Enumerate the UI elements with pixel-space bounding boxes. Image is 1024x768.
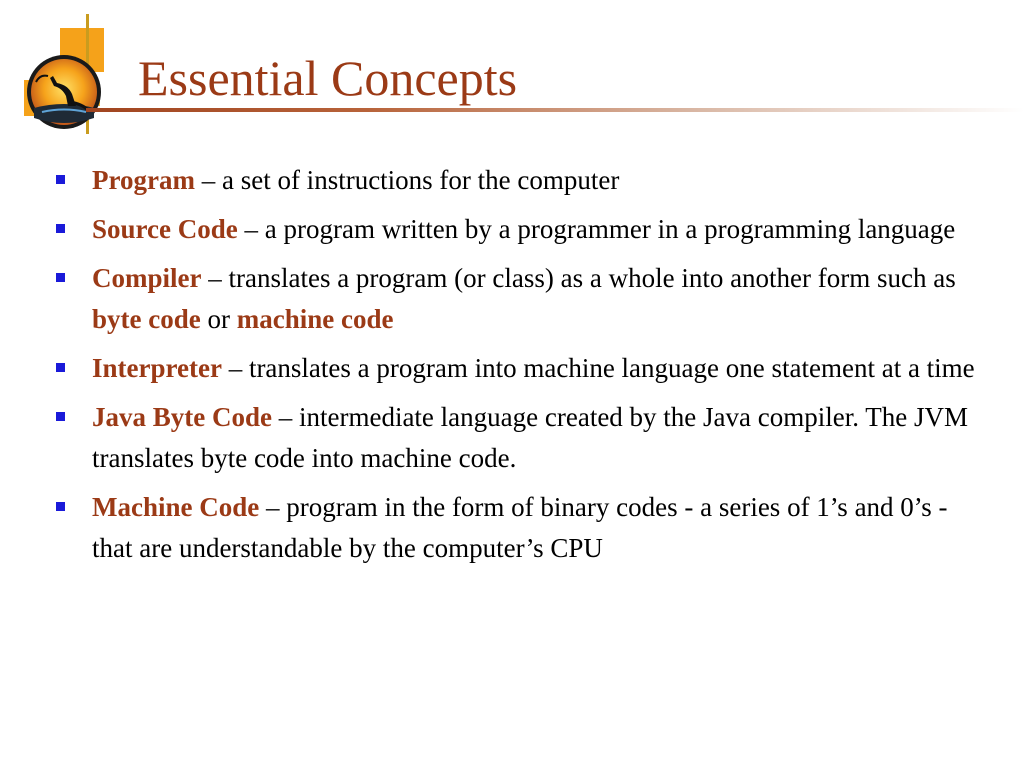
kangaroo-emblem-icon xyxy=(24,52,104,132)
square-bullet-icon xyxy=(56,175,65,184)
term: Machine Code xyxy=(92,492,260,522)
title-underline xyxy=(86,108,1024,112)
page-title: Essential Concepts xyxy=(138,50,518,106)
square-bullet-icon xyxy=(56,363,65,372)
list-item xyxy=(54,160,984,201)
list-item xyxy=(54,397,984,479)
definition: or xyxy=(200,304,237,334)
term: machine code xyxy=(236,304,394,334)
list-item xyxy=(54,487,984,569)
square-bullet-icon xyxy=(56,224,65,233)
term: Source Code xyxy=(92,214,238,244)
list-item xyxy=(54,209,984,250)
list-item xyxy=(54,258,984,340)
definition: – intermediate language created by the Java compiler. The JVM translates byte code into machine code. xyxy=(92,402,968,473)
term: Program xyxy=(92,165,195,195)
square-bullet-icon xyxy=(56,502,65,511)
definition: – a set of instructions for the computer xyxy=(194,165,620,195)
term: byte code xyxy=(92,304,201,334)
term: Compiler xyxy=(92,263,202,293)
bullet-list xyxy=(54,160,984,577)
logo xyxy=(14,14,134,136)
term: Java Byte Code xyxy=(92,402,272,432)
definition: – translates a program into machine language one statement at a time xyxy=(221,353,975,383)
term: Interpreter xyxy=(92,353,222,383)
definition: – program in the form of binary codes - a series of 1’s and 0’s - that are understandable by the computer’s CPU xyxy=(92,492,948,563)
list-item xyxy=(54,348,984,389)
definition: – a program written by a programmer in a programming language xyxy=(237,214,956,244)
square-bullet-icon xyxy=(56,273,65,282)
square-bullet-icon xyxy=(56,412,65,421)
definition: – translates a program (or class) as a whole into another form such as xyxy=(201,263,956,293)
